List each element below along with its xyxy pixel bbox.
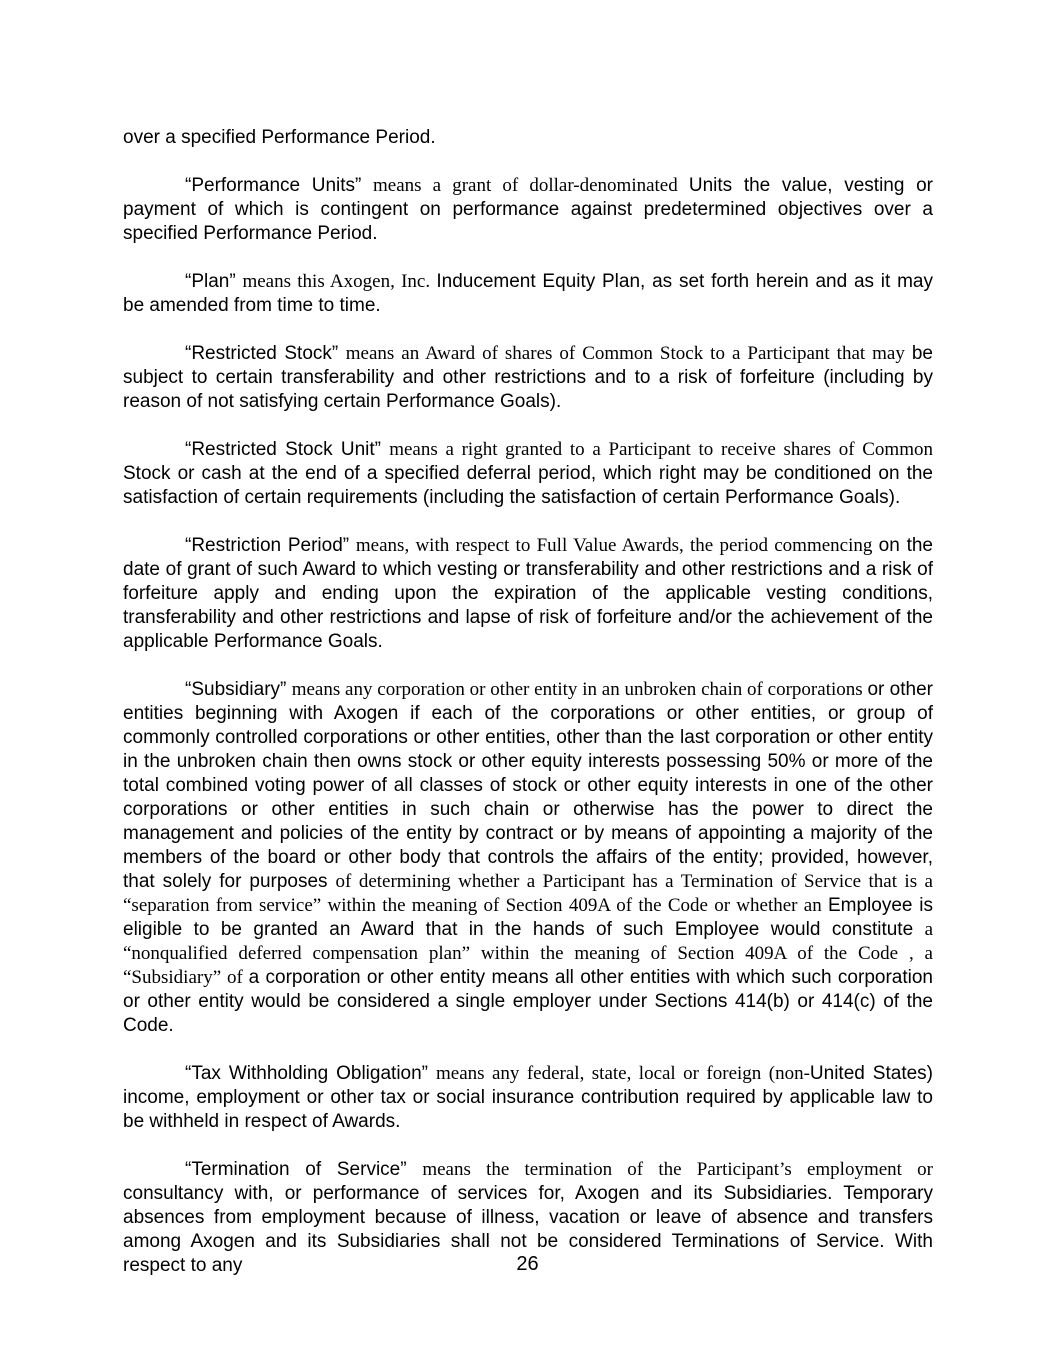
text-run: means the termination of the Participant’s employment or [422,1159,934,1180]
page-number: 26 [516,1253,539,1275]
paragraph [123,438,933,510]
text-run: Inducement Equity Plan, as set forth herein and as it may be amended from time to time. [123,271,933,316]
text-run: means any corporation or other entity in an unbroken chain of corporations [291,679,868,700]
text-run: Stock or cash at the end of a specified deferral period, which right may be conditioned on the satisfaction of certain requirements (including the satisfaction of certain Performance Goals). [123,463,933,508]
text-run: means a right granted to a Participant to receive shares of Common [389,439,933,460]
text-run: “Termination of Service” [185,1159,423,1180]
text-run: of determining whether a Participant has a Termination of Service that is a “separation from service” within the meaning of Section 409A of the Code or whether an [123,871,933,916]
text-run: be subject to certain transferability and other restrictions and to a risk of forfeiture (including by reason of not satisfying certain Performance Goals). [123,343,933,412]
text-run: on the date of grant of such Award to which vesting or transferability and other restrictions and a risk of forfeiture apply and ending upon the expiration of the applicable vesting conditions, transferability and other restrictions and lapse of risk of forfeiture and/or the achievement of the applicable Performance Goals. [123,535,933,652]
text-run: a corporation or other entity means all other entities with which such corporation or other entity would be considered a single employer under Sections 414(b) or 414(c) of the Code. [123,967,933,1036]
text-run: Units the value, vesting or payment of which is contingent on performance against predetermined objectives over a specified Performance Period. [123,175,933,244]
paragraph [123,678,933,1038]
text-run: over a specified Performance Period. [123,127,436,148]
paragraph [123,270,933,318]
text-run: “Restricted Stock” [185,343,346,364]
paragraph [123,342,933,414]
text-run: “Tax Withholding Obligation” [185,1063,436,1084]
text-run: “Plan” [185,271,243,292]
text-run: means a grant of dollar-denominated [373,175,689,196]
text-run: “Restriction Period” [185,535,356,556]
text-run: means an Award of shares of Common Stock to a Participant that may [345,343,912,364]
document-body [123,126,933,1302]
text-run: or other entities beginning with Axogen if each of the corporations or other entities, or group of commonly controlled corporations or other entities, other than the last corporation or other entity in the unbroken chain then owns stock or other equity interests possessing 50% or more of the total combined voting power of all classes of stock or other equity interests in one of the other corporations or other entities in such chain or otherwise has the power to direct the management and policies of the entity by contract or by means of appointing a majority of the members of the board or other body that controls the affairs of the entity; provided, however, that solely for purposes [123,679,933,892]
text-run: “Subsidiary” [185,679,292,700]
text-run: consultancy with, or performance of services for, Axogen and its Subsidiaries. Temporary absences from employment because of illness, vacation or leave of absence and transfers among Axogen and its Subsidiaries shall not be considered Terminations of Service. With respect to any [123,1183,933,1276]
text-run: means this Axogen, Inc. [242,271,437,292]
text-run: means any federal, state, local or foreign (non- [435,1063,810,1084]
text-run: “Performance Units” [185,175,374,196]
paragraph [123,174,933,246]
text-run: “Restricted Stock Unit” [185,439,390,460]
paragraph [123,126,933,150]
text-run: means, with respect to Full Value Awards, the period commencing [355,535,879,556]
text-run: a “nonqualified deferred compensation plan” within the meaning of Section 409A of the Code , a “Subsidiary” of [123,919,933,988]
paragraph [123,534,933,654]
paragraph [123,1062,933,1134]
text-run: Employee is eligible to be granted an Award that in the hands of such Employee would constitute [123,895,933,940]
text-run: United States) income, employment or other tax or social insurance contribution required by applicable law to be withheld in respect of Awards. [123,1063,933,1132]
